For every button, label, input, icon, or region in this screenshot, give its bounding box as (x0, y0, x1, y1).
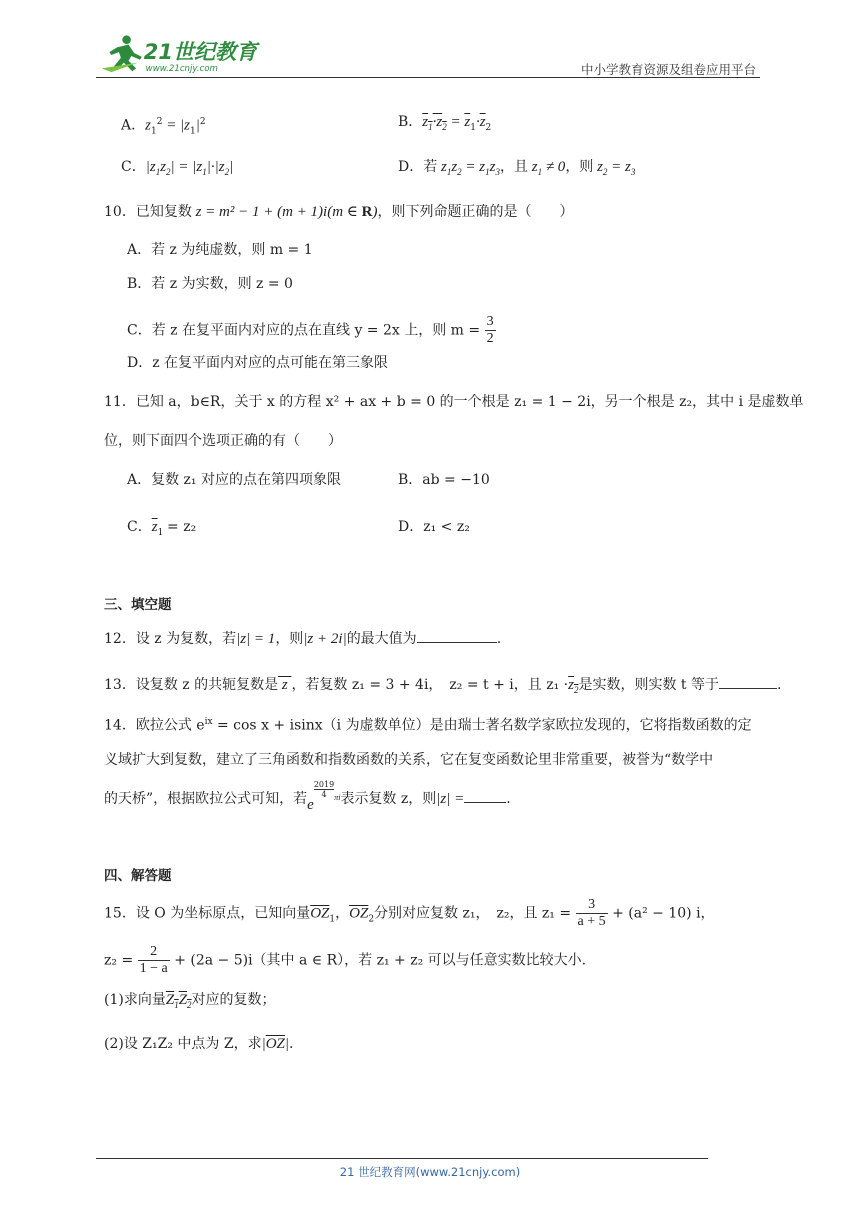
svg-text:www.21cnjy.com: www.21cnjy.com (145, 64, 218, 75)
q11-option-b: B．ab = −10 (398, 472, 490, 488)
svg-text:21世纪教育: 21世纪教育 (143, 39, 258, 64)
section-title-fill-in: 三、填空题 (104, 597, 172, 613)
q11-option-d: D．z₁ < z₂ (398, 519, 470, 535)
q11-stem-line2: 位，则下面四个选项正确的有（ ） (104, 433, 342, 449)
page-header (96, 30, 760, 78)
q10-option-d: D．z 在复平面内对应的点可能在第三象限 (127, 355, 389, 371)
q15-part2: (2)设 Z₁Z₂ 中点为 Z，求$|\overline{OZ}|$. (104, 1036, 294, 1052)
q10-option-b: B．若 z 为实数，则 z = 0 (127, 276, 293, 292)
q10-option-a: A．若 z 为纯虚数，则 m = 1 (127, 242, 313, 258)
section-title-answer: 四、解答题 (104, 868, 172, 884)
q11-option-a: A．复数 z₁ 对应的点在第四项象限 (127, 472, 341, 488)
site-logo (96, 34, 266, 76)
q14-line1: 14．欧拉公式 $e^{ix} = \cos x + isinx(i$ 为虚数单位）是由瑞士著名数学家欧拉发现的，它将指数函数的定 (104, 717, 752, 734)
q15-part1: (1)求向量$Z_1Z_2$对应的复数； (104, 992, 276, 1010)
q15-line1: 15．设 O 为坐标原点，已知向量$\overline{OZ}_1$，$\overline{OZ}_2$分别对应复数 z₁， z₂，且 z₁ = $\frac{3}{a + 5}$ + (a² − 10) i， (104, 897, 715, 929)
q10-stem: 10．已知复数 z = m² − 1 + (m + 1)i(m ∈ R)，则下列命题正确的是（ ） (104, 204, 574, 220)
footer-rule (96, 1158, 708, 1159)
q9-option-d: D．若 $z_1z_2 = z_1z_3$，且 $z_1 \ne 0$，则 $z_2 = z_3$ (398, 159, 636, 177)
q14-line3: 的天桥”，根据欧拉公式可知，若e $\frac{2019}{4}$ $^{\pi i}$表示复数 z，则|z| = . (104, 780, 511, 813)
q11-stem-line1: 11．已知 a，b∈R，关于 x 的方程 x² + ax + b = 0 的一个根是 z₁ = 1 − 2i，另一个根是 z₂，其中 i 是虚数单 (104, 394, 804, 410)
platform-name: 中小学教育资源及组卷应用平台 (580, 62, 756, 77)
q9-option-a: A．$z_1^2 = |z_1|^2$ (121, 117, 206, 137)
q11-option-c: C．$\overline{z}_1 = z_2$ (127, 519, 197, 538)
q10-option-c: C．若 z 在复平面内对应的点在直线 y = 2x 上，则 m = $\frac{3}{2}$ (127, 314, 494, 346)
q15-line2: z₂ = $\frac{2}{1 - a}$ + (2a − 5)i（其中 a ∈ R），若 z₁ + z₂ 可以与任意实数比较大小. (104, 944, 587, 976)
q9-option-c: C．$|z_1z_2| = |z_1|\cdot|z_2|$ (121, 159, 234, 177)
q12: 12．设 z 为复数，若|z| = 1，则|z + 2i|的最大值为 . (104, 628, 501, 649)
footer-source: 21 世纪教育网(www.21cnjy.com) (339, 1165, 521, 1179)
header-rule (96, 77, 760, 78)
q14-line2: 义域扩大到复数，建立了三角函数和指数函数的关系，它在复变函数论里非常重要，被誉为“数学中 (104, 752, 714, 768)
q9-option-b: B．$z_1\cdot z_2 = \overline{z}_1\cdot\overline{z}_2$ (398, 114, 492, 133)
q13: 13．设复数 z 的共轭复数是 z ，若复数 z₁ = 3 + 4i， z₂ = t + i，且 $z_1 \cdot z_2$是实数，则实数 t 等于 . (104, 674, 781, 700)
